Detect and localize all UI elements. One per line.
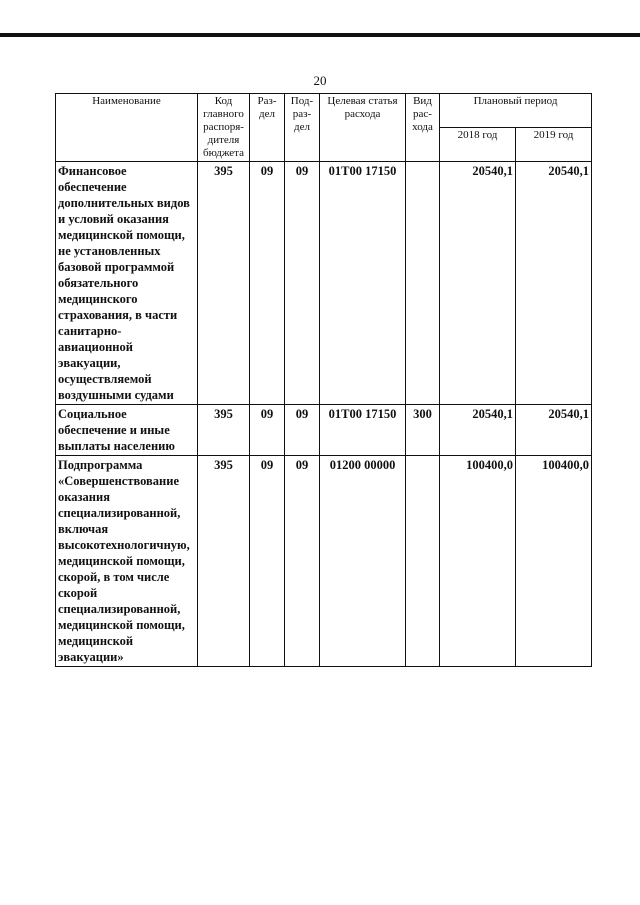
- header-razdel: Раз- дел: [250, 94, 285, 162]
- row-amount-2019: 20540,1: [516, 405, 592, 456]
- row-glavny: 395: [198, 405, 250, 456]
- row-name: Финансовое обеспечение дополнительных видов и условий оказания медицинской помощи, не установленных базовой программой обязательного медицинского страхования, в части санитарно-авиационной эвакуации, осуществляемой воздушными судами: [56, 162, 198, 405]
- header-planovy: Плановый период: [440, 94, 592, 128]
- row-tselevaya: 01Т00 17150: [320, 162, 406, 405]
- header-tselevaya: Целевая статья расхода: [320, 94, 406, 162]
- header-podrazdel: Под- раз- дел: [285, 94, 320, 162]
- row-podrazdel: 09: [285, 456, 320, 667]
- header-vid: Вид рас- хода: [406, 94, 440, 162]
- row-amount-2018: 100400,0: [440, 456, 516, 667]
- header-year-2019: 2019 год: [516, 128, 592, 162]
- row-podrazdel: 09: [285, 405, 320, 456]
- row-tselevaya: 01200 00000: [320, 456, 406, 667]
- row-amount-2018: 20540,1: [440, 405, 516, 456]
- row-vid: [406, 456, 440, 667]
- table-row: [56, 456, 592, 667]
- header-year-2018: 2018 год: [440, 128, 516, 162]
- table-row: [56, 162, 592, 405]
- row-glavny: 395: [198, 162, 250, 405]
- row-name: Социальное обеспечение и иные выплаты населению: [56, 405, 198, 456]
- header-glavny: Код главного распоря- дителя бюджета: [198, 94, 250, 162]
- row-tselevaya: 01Т00 17150: [320, 405, 406, 456]
- header-row: [56, 94, 592, 128]
- row-amount-2018: 20540,1: [440, 162, 516, 405]
- row-vid: [406, 162, 440, 405]
- row-glavny: 395: [198, 456, 250, 667]
- table-row: [56, 405, 592, 456]
- row-razdel: 09: [250, 405, 285, 456]
- row-amount-2019: 20540,1: [516, 162, 592, 405]
- row-razdel: 09: [250, 456, 285, 667]
- page-number: 20: [313, 73, 327, 88]
- row-razdel: 09: [250, 162, 285, 405]
- header-name: Наименование: [56, 94, 198, 162]
- row-vid: 300: [406, 405, 440, 456]
- row-name: Подпрограмма «Совершенствование оказания специализированной, включая высокотехнологичную, медицинской помощи, скорой, в том числе скорой специализированной, медицинской помощи, медицинской эвакуации»: [56, 456, 198, 667]
- budget-table: [55, 93, 592, 667]
- row-amount-2019: 100400,0: [516, 456, 592, 667]
- row-podrazdel: 09: [285, 162, 320, 405]
- top-rule: [0, 33, 640, 37]
